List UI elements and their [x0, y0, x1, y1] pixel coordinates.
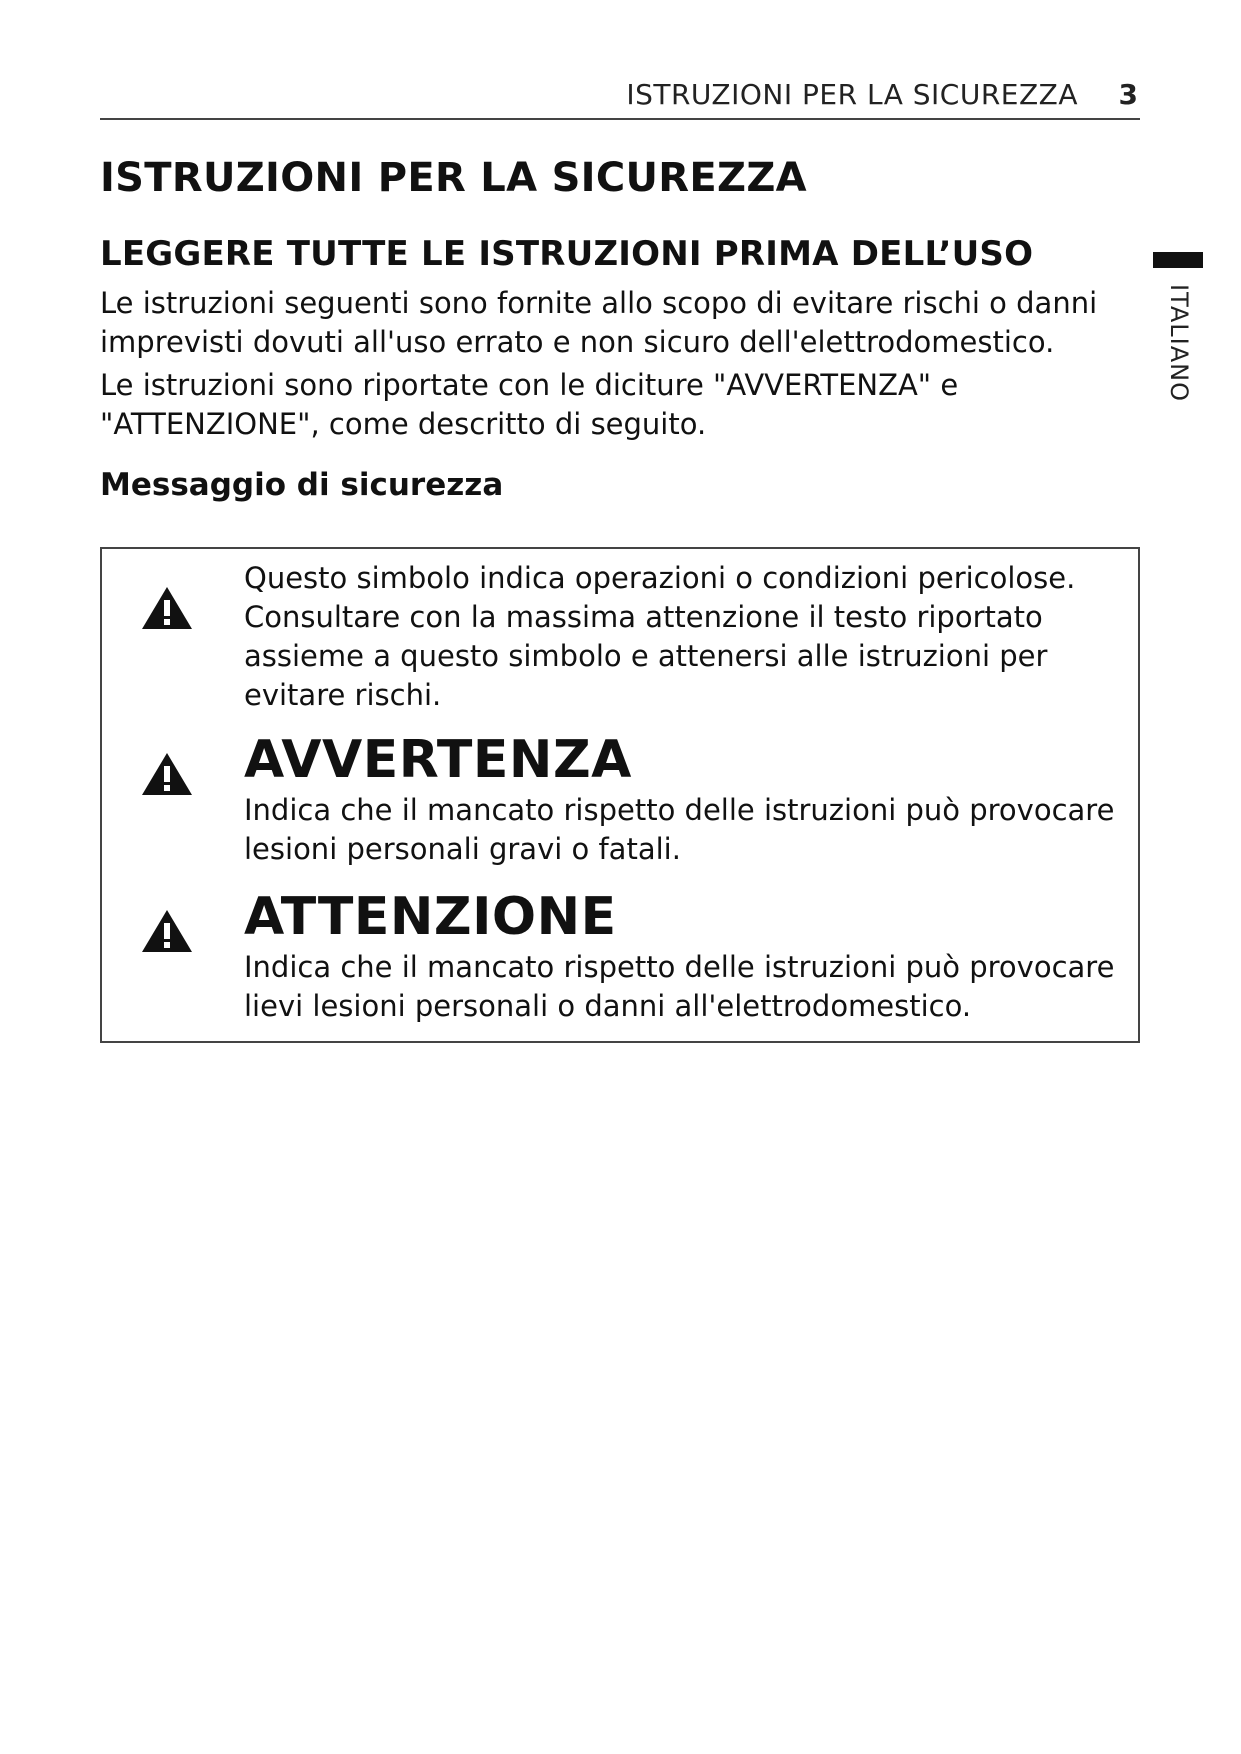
warning-text-block [244, 729, 1124, 869]
warning-text: Indica che il mancato rispetto delle istruzioni può provocare lesioni personali gravi o fatali. [244, 793, 1115, 866]
caution-heading: ATTENZIONE [244, 887, 617, 947]
subsection-title: Messaggio di sicurezza [100, 467, 504, 503]
symbol-note-text: Questo simbolo indica operazioni o condizioni pericolose. Consultare con la massima attenzione il testo riportato assieme a questo simbolo e attenersi alle istruzioni per evitare rischi. [244, 561, 1076, 712]
language-tab-label: ITALIANO [1165, 284, 1193, 403]
header-title: ISTRUZIONI PER LA SICUREZZA [626, 78, 1078, 111]
warning-triangle-icon [140, 751, 194, 797]
warning-triangle-icon [140, 908, 194, 954]
caution-text: Indica che il mancato rispetto delle istruzioni può provocare lievi lesioni personali o danni all'elettrodomestico. [244, 950, 1115, 1023]
warning-triangle-icon [140, 585, 194, 631]
main-content [100, 150, 1140, 508]
running-header [100, 72, 1140, 120]
intro-paragraph: Le istruzioni seguenti sono fornite allo scopo di evitare rischi o danni imprevisti dovuti all'uso errato e non sicuro dell'elettrodomestico. [100, 286, 1098, 359]
language-tab-marker [1153, 252, 1203, 268]
labels-paragraph: Le istruzioni sono riportate con le diciture "AVVERTENZA" e "ATTENZIONE", come descritto di seguito. [100, 368, 959, 441]
warning-heading: AVVERTENZA [244, 730, 632, 790]
symbol-note-text-block [244, 559, 1124, 715]
caution-text-block [244, 886, 1124, 1026]
page-number: 3 [1118, 78, 1138, 111]
page-title: ISTRUZIONI PER LA SICUREZZA [100, 155, 807, 201]
safety-message-box [100, 547, 1140, 1043]
section-title: LEGGERE TUTTE LE ISTRUZIONI PRIMA DELL’USO [100, 234, 1034, 274]
